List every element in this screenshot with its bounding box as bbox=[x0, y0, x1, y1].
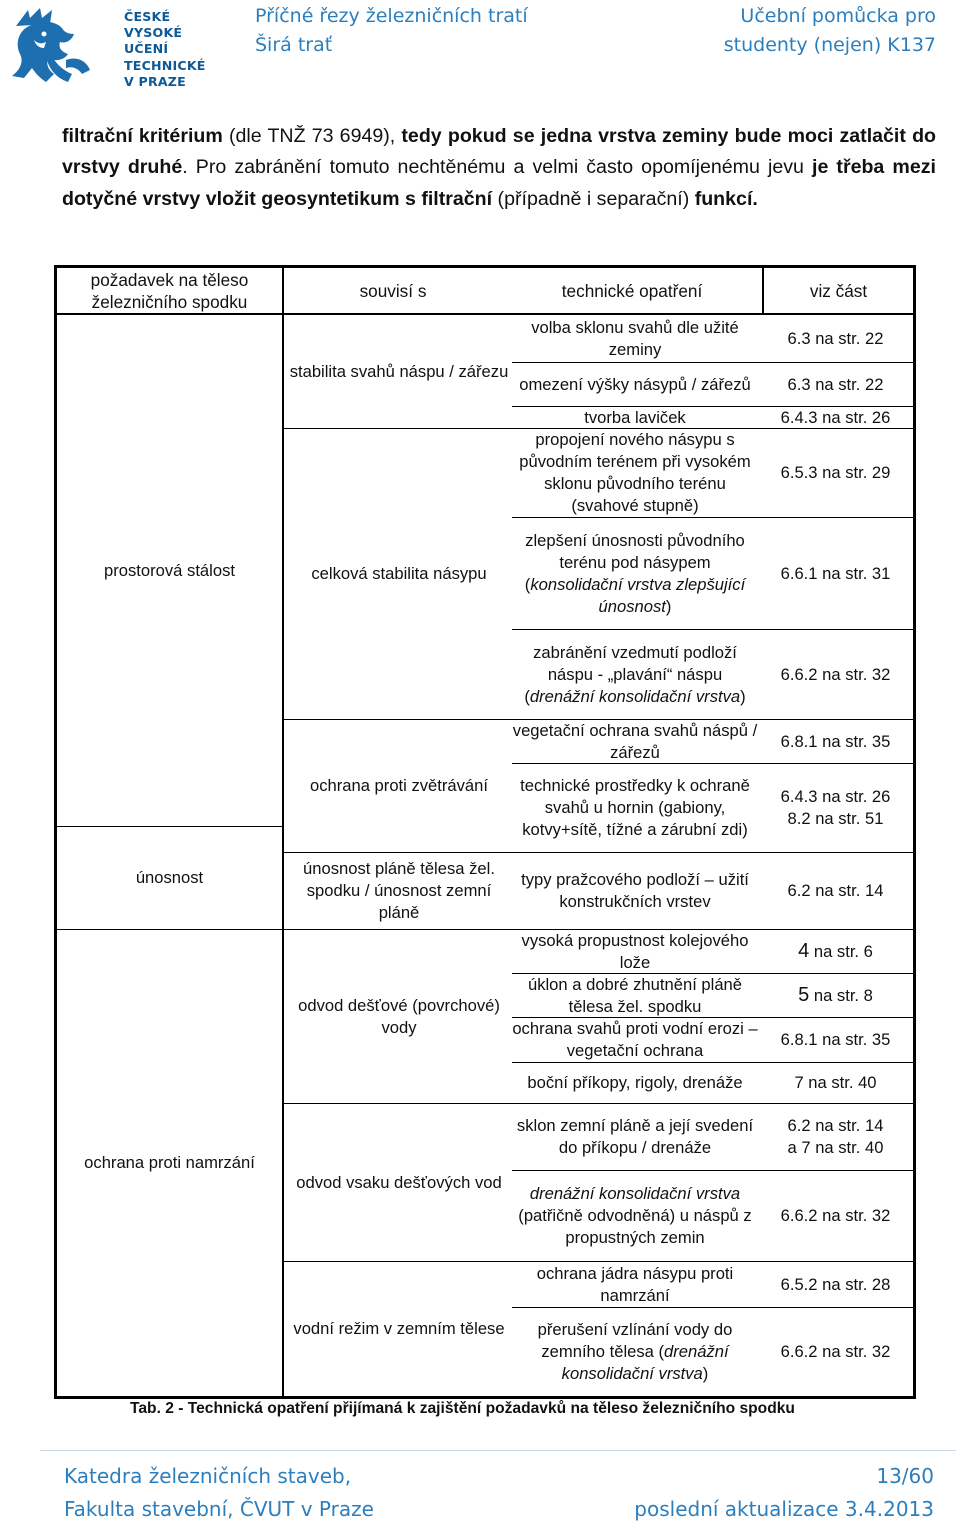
measure-cell: boční příkopy, rigoly, drenáže bbox=[527, 1073, 743, 1092]
measure-cell bbox=[512, 1171, 758, 1261]
title-line-1: Příčné řezy železničních tratí bbox=[255, 5, 528, 27]
text: a 7 na str. 40 bbox=[787, 1138, 884, 1157]
reference-cell bbox=[758, 1104, 913, 1170]
requirement-cell: únosnost bbox=[135, 868, 204, 887]
measure-cell: vysoká propustnost kolejového lože bbox=[521, 930, 749, 972]
university-line: V PRAZE bbox=[124, 73, 186, 89]
ctu-lion-logo bbox=[6, 4, 124, 88]
reference-cell bbox=[758, 764, 913, 852]
footer-faculty: Fakulta stavební, ČVUT v Praze bbox=[64, 1497, 374, 1521]
document-title bbox=[255, 2, 528, 60]
measure-cell: tvorba laviček bbox=[584, 407, 686, 427]
text: (patřičně odvodněná) u náspů z propustných zemin bbox=[518, 1206, 752, 1247]
text: ) bbox=[702, 1364, 709, 1383]
doc-type-line-1: Učební pomůcka pro bbox=[740, 5, 936, 27]
reference-cell: 6.6.2 na str. 32 bbox=[780, 1206, 891, 1225]
reference-cell bbox=[758, 974, 913, 1017]
university-line: UČENÍ bbox=[124, 41, 169, 57]
last-updated: poslední aktualizace 3.4.2013 bbox=[634, 1497, 934, 1521]
measure-cell: technické prostředky k ochraně svahů u hornin (gabiony, kotvy+sítě, tížné a zárubní zdi) bbox=[520, 776, 750, 839]
text-bold: filtrační kritérium bbox=[62, 125, 223, 147]
requirement-cell: ochrana proti namrzání bbox=[84, 1153, 255, 1172]
reference-cell: 7 na str. 40 bbox=[794, 1073, 877, 1092]
header-requirement: požadavek na těleso železničního spodku bbox=[90, 269, 249, 312]
footer-right bbox=[634, 1460, 934, 1521]
related-cell: únosnost pláně tělesa žel. spodku / únosnost zemní pláně bbox=[303, 859, 495, 922]
measure-cell: propojení nového násypu s původním terénem při vysokém sklonu původního terénu (svahové stupně) bbox=[519, 430, 751, 515]
related-cell: odvod vsaku dešťových vod bbox=[296, 1172, 502, 1192]
footer-department: Katedra železničních staveb, bbox=[64, 1464, 352, 1488]
university-line: TECHNICKÉ bbox=[124, 57, 206, 73]
text: zabránění vzedmutí podloží náspu - „plavání“ náspu ( bbox=[524, 642, 737, 706]
measure-cell bbox=[512, 518, 758, 629]
text: ) bbox=[740, 686, 746, 706]
text: (případně i separační) bbox=[492, 187, 695, 210]
text: . Pro zabránění tomuto nechtěnému a velmi často opomíjenému jevu bbox=[182, 156, 812, 179]
text: přerušení vzlínání vody do zemního tělesa ( bbox=[537, 1320, 733, 1361]
text-italic: drenážní konsolidační vrstva bbox=[529, 1184, 741, 1203]
text: 4 bbox=[798, 940, 810, 962]
university-line: VYSOKÉ bbox=[124, 25, 183, 41]
text-italic: konsolidační vrstva zlepšující únosnost bbox=[530, 574, 746, 616]
reference-cell: 6.6.2 na str. 32 bbox=[780, 664, 891, 684]
measure-cell: ochrana jádra násypu proti namrzání bbox=[536, 1263, 734, 1305]
measure-cell: omezení výšky násypů / zářezů bbox=[519, 374, 751, 394]
related-cell: celková stabilita násypu bbox=[311, 564, 487, 583]
reference-cell: 6.3 na str. 22 bbox=[787, 374, 884, 394]
reference-cell: 6.5.2 na str. 28 bbox=[780, 1274, 891, 1294]
measure-cell bbox=[512, 630, 758, 719]
text: 5 bbox=[798, 984, 810, 1006]
text: 6.2 na str. 14 bbox=[787, 1116, 884, 1135]
reference-cell: 6.2 na str. 14 bbox=[787, 881, 884, 900]
related-cell: vodní režim v zemním tělese bbox=[293, 1319, 505, 1338]
reference-cell: 6.8.1 na str. 35 bbox=[780, 731, 891, 751]
text-bold: tedy pokud se jedna vrstva zeminy bude moci zatlačit do vrstvy druhé bbox=[62, 125, 937, 179]
doc-type-line-2: studenty (nejen) K137 bbox=[723, 34, 936, 56]
text: zlepšení únosnosti původního terénu pod násypem ( bbox=[524, 530, 745, 594]
text-italic: drenážní konsolidační vrstva bbox=[529, 686, 741, 706]
text: na str. 6 bbox=[809, 942, 873, 961]
reference-cell: 6.6.1 na str. 31 bbox=[780, 563, 891, 583]
text: na str. 8 bbox=[809, 986, 873, 1005]
footer-left bbox=[64, 1460, 374, 1521]
text-italic: drenážní konsolidační vrstva bbox=[561, 1342, 729, 1383]
related-cell: ochrana proti zvětrávání bbox=[309, 776, 489, 795]
header-measure: technické opatření bbox=[561, 280, 703, 301]
text: (dle TNŽ 73 6949), bbox=[222, 125, 402, 147]
text: 6.4.3 na str. 26 bbox=[780, 787, 891, 806]
table-caption: Tab. 2 - Technická opatření přijímaná k zajištění požadavků na těleso železničního spodku bbox=[130, 1400, 795, 1417]
measure-cell: sklon zemní pláně a její svedení do příkopu / drenáže bbox=[516, 1116, 754, 1157]
document-type bbox=[724, 2, 936, 60]
measure-cell: volba sklonu svahů dle užité zeminy bbox=[531, 317, 739, 359]
university-name bbox=[124, 9, 206, 90]
reference-cell: 6.8.1 na str. 35 bbox=[780, 1030, 891, 1049]
text-bold: funkcí. bbox=[694, 187, 758, 210]
footer-divider bbox=[40, 1450, 956, 1451]
reference-cell: 6.6.2 na str. 32 bbox=[780, 1342, 891, 1361]
header-related: souvisí s bbox=[359, 280, 427, 301]
university-line: ČESKÉ bbox=[124, 9, 171, 24]
requirement-cell: prostorová stálost bbox=[104, 560, 235, 580]
measure-cell: vegetační ochrana svahů náspů / zářezů bbox=[512, 720, 758, 762]
reference-cell bbox=[758, 930, 913, 973]
text: 8.2 na str. 51 bbox=[787, 809, 884, 828]
measure-cell: ochrana svahů proti vodní erozi – vegetační ochrana bbox=[512, 1019, 758, 1060]
measure-cell bbox=[512, 1308, 758, 1396]
reference-cell: 6.5.3 na str. 29 bbox=[780, 463, 891, 482]
measure-cell: typy pražcového podloží – užití konstrukčních vrstev bbox=[521, 870, 749, 911]
text-bold: je třeba mezi dotyčné vrstvy vložit geosyntetikum s filtrační bbox=[62, 156, 936, 210]
measure-cell: úklon a dobré zhutnění pláně tělesa žel. spodku bbox=[527, 974, 743, 1016]
text: ) bbox=[665, 596, 672, 616]
intro-paragraph bbox=[62, 121, 936, 215]
related-cell: odvod dešťové (povrchové) vody bbox=[298, 995, 500, 1037]
page-number: 13/60 bbox=[876, 1464, 934, 1488]
page-header bbox=[0, 0, 960, 96]
title-line-2: Širá trať bbox=[255, 34, 333, 56]
header-reference: viz část bbox=[809, 280, 868, 301]
reference-cell: 6.4.3 na str. 26 bbox=[780, 407, 891, 427]
related-cell: stabilita svahů náspu / zářezu bbox=[289, 361, 509, 381]
reference-cell: 6.3 na str. 22 bbox=[787, 328, 884, 348]
